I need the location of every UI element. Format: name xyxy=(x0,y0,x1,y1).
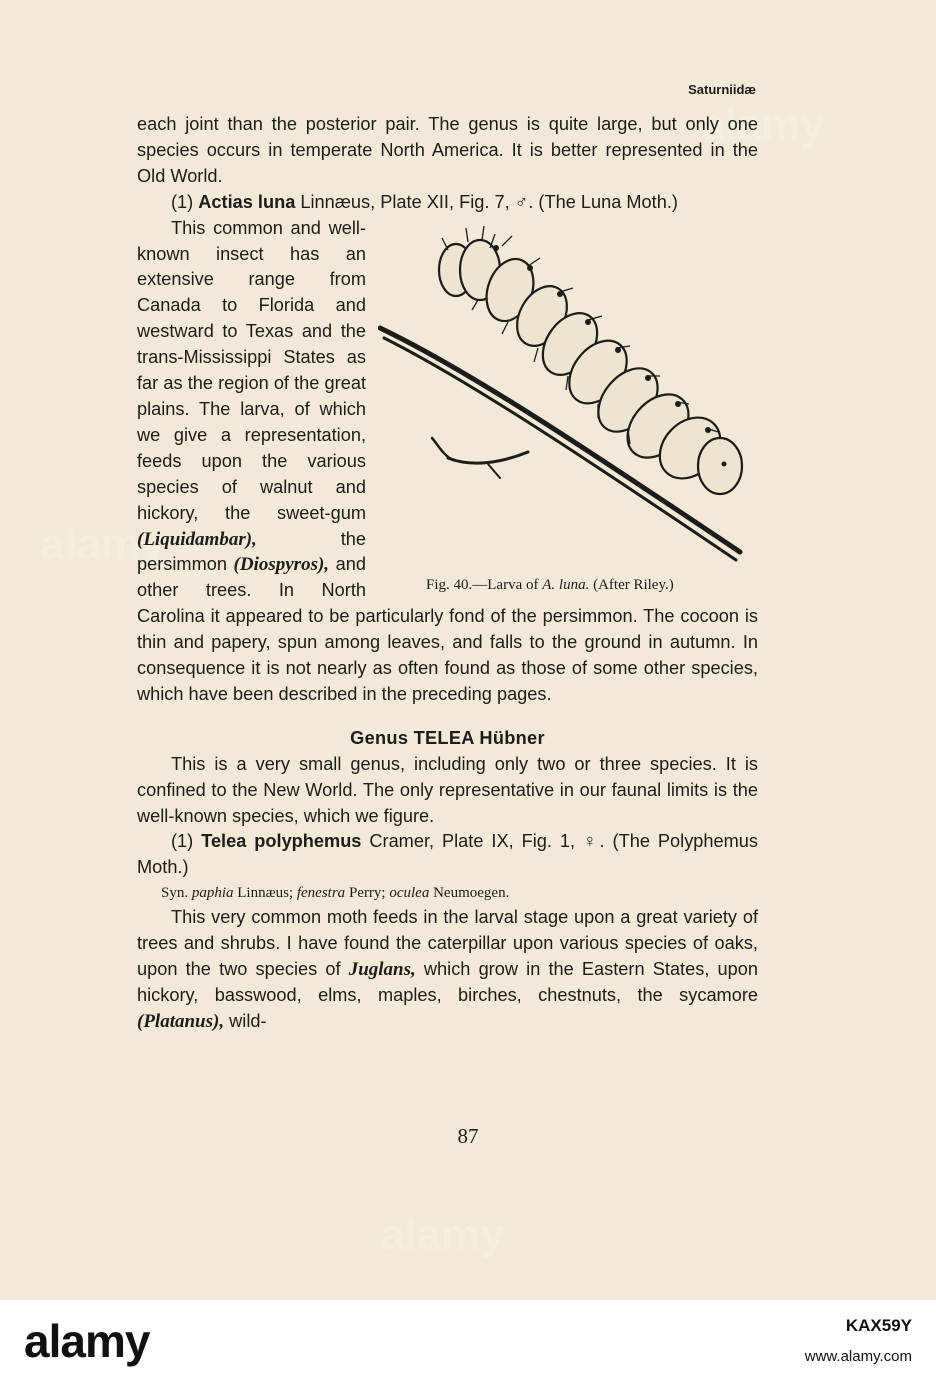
telea-description-paragraph: This is a very small genus, including only two or three species. It is confined to the New World. The only representative in our faunal limits is the well-known species, which we figure. xyxy=(137,753,758,826)
site-url: www.alamy.com xyxy=(804,1348,912,1365)
watermark-bottom: alamy xyxy=(380,1210,505,1259)
italic-diospyros: (Diospyros), xyxy=(233,554,330,576)
page-number: 87 xyxy=(457,1124,479,1148)
telea-polyphemus-entry: (1) Telea polyphemus Cramer, Plate IX, Fig. 1, ♀. (The Polyphemus Moth.) xyxy=(137,831,758,878)
italic-platanus: (Platanus), xyxy=(137,1010,225,1032)
luna-description-paragraph: Fig. 40.—Larva of A. luna. (After Riley.) This common and well-known insect has an extensive range from Canada to Florida and westward to Texas and the trans-Mississippi States as far as the region of the great plains. The larva, of which we give a representation, feeds upon the various species of walnut and hickory, the sweet-gum (Liquidambar), the persimmon (Diospyros), and other trees. In North Carolina it appeared to be particularly fond of the persimmon. The cocoon is thin and papery, spun among leaves, and falls to the ground in autumn. In consequence it is not nearly as often found as those of some other species, which have been described in the preceding pages. xyxy=(137,217,758,704)
figure-larva xyxy=(378,220,758,592)
italic-juglans: Juglans, xyxy=(348,959,416,981)
synonymy-line: Syn. paphia Linnæus; fenestra Perry; oculea Neumoegen. xyxy=(161,885,510,902)
genus-heading: Genus TELEA Hübner xyxy=(350,727,545,748)
polyphemus-description-paragraph: This very common moth feeds in the larval stage upon a great variety of trees and shrubs. I have found the caterpillar upon various species of oaks, upon the two species of Juglans, which grow in the Eastern States, upon hickory, basswood, elms, maples, birches, chestnuts, the sycamore (Platanus), wild- xyxy=(137,907,758,1032)
watermark-right: alamy xyxy=(700,100,825,149)
species-name-actias-luna: Actias luna xyxy=(198,191,296,212)
body-text xyxy=(137,112,758,1035)
stock-footer xyxy=(0,1300,936,1390)
caterpillar-illustration xyxy=(378,220,758,592)
watermark-left: alamy xyxy=(40,520,165,569)
figure-caption: Fig. 40.—Larva of A. luna. (After Riley.) xyxy=(426,576,674,593)
intro-paragraph: each joint than the posterior pair. The genus is quite large, but only one species occurs in temperate North America. It is better represented in the Old World. xyxy=(137,114,758,186)
species-name-telea-polyphemus: Telea polyphemus xyxy=(201,831,362,852)
image-id: KAX59Y xyxy=(845,1316,912,1335)
actias-luna-entry: (1) Actias luna Linnæus, Plate XII, Fig. 7, ♂. (The Luna Moth.) xyxy=(171,191,678,212)
italic-liquidambar: (Liquidambar), xyxy=(137,528,257,550)
running-head: Saturniidæ xyxy=(688,82,756,97)
alamy-logo: alamy xyxy=(24,1315,150,1367)
